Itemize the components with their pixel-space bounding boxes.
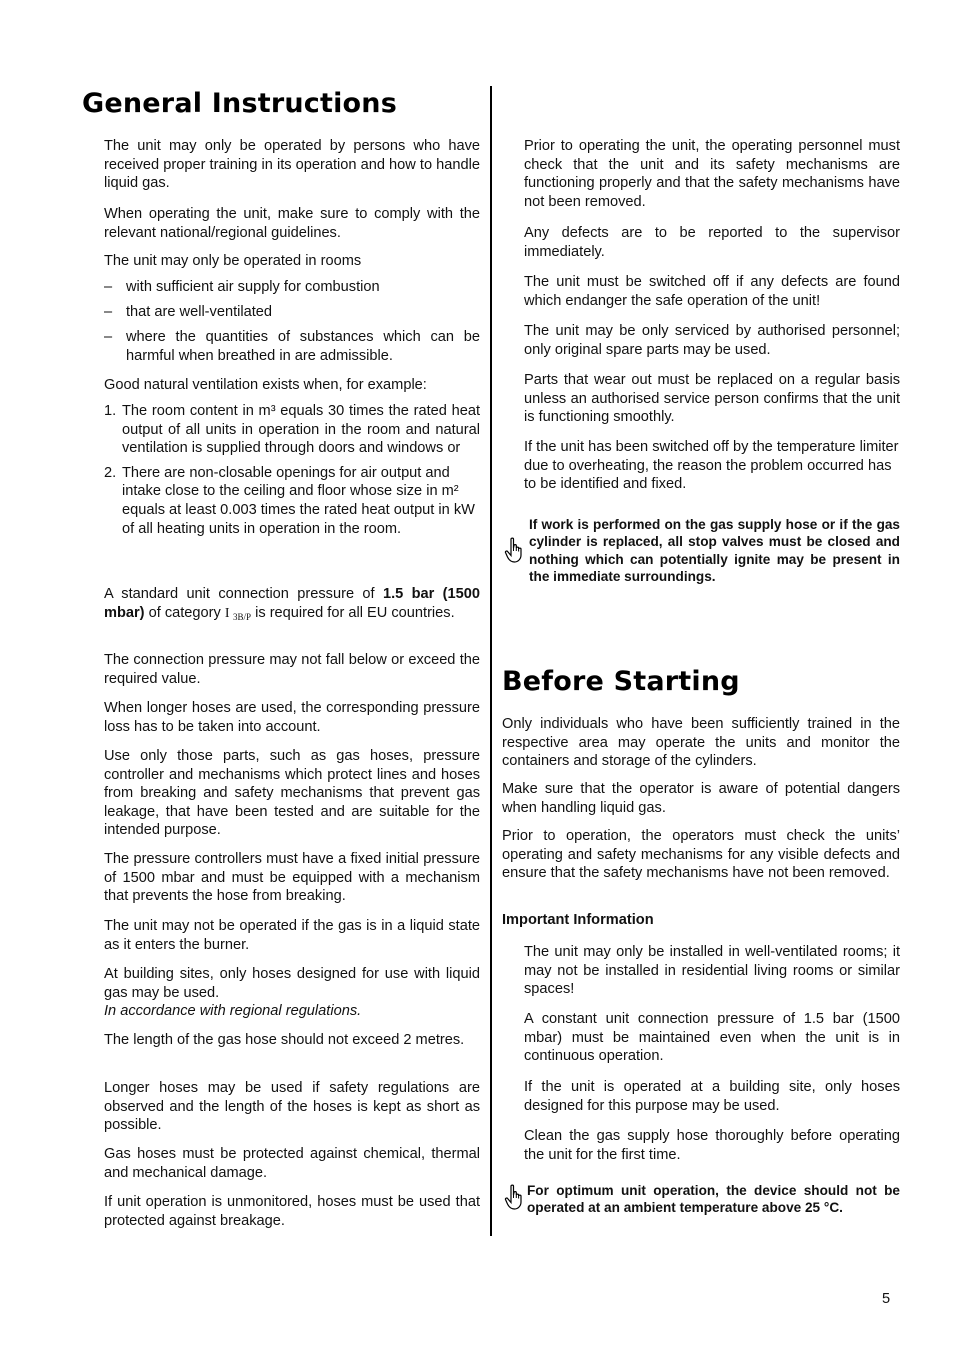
paragraph: At building sites, only hoses designed for use with liquid gas may be used. In accordance with regional regulations. bbox=[104, 966, 480, 1020]
list-item: 2. There are non-closable openings for air output and intake close to the ceiling and floor whose size in m² equals at least 0.003 times the rated heat output in kW of all heating units in operation in the room. bbox=[104, 464, 475, 537]
paragraph: Prior to operation, the operators must check the units’ operating and safety mechanisms for any visible defects and ensure that the safety mechanisms have not been removed. bbox=[502, 828, 900, 882]
paragraph: When operating the unit, make sure to comply with the relevant national/regional guidelines. bbox=[104, 206, 480, 241]
paragraph: Longer hoses may be used if safety regulations are observed and the length of the hoses is kept as short as possible. bbox=[104, 1080, 480, 1134]
paragraph: A standard unit connection pressure of 1.5 bar (1500 mbar) of category I $_{3B/P}$ is required for all EU countries. bbox=[104, 586, 480, 622]
dash-mark: – bbox=[104, 304, 113, 321]
paragraph: The unit must be switched off if any defects are found which endanger the safe operation of the unit! bbox=[524, 274, 900, 309]
paragraph: The unit may only be operated in rooms bbox=[104, 253, 362, 269]
paragraph: Make sure that the operator is aware of potential dangers when handling liquid gas. bbox=[502, 781, 900, 816]
paragraph: If the unit has been switched off by the temperature limiter due to overheating, the reason the problem occurred has to be identified and fixed. bbox=[524, 439, 899, 493]
pointing-hand-icon bbox=[504, 537, 526, 563]
page-number: 5 bbox=[882, 1291, 891, 1307]
paragraph: The length of the gas hose should not exceed 2 metres. bbox=[104, 1032, 465, 1048]
bullet-list bbox=[104, 278, 480, 365]
paragraph: Only individuals who have been sufficiently trained in the respective area may operate the units and monitor the containers and storage of the cylinders. bbox=[502, 716, 900, 770]
paragraph: The unit may be only serviced by authorised personnel; only original spare parts may be used. bbox=[524, 323, 900, 358]
list-item: – with sufficient air supply for combustion bbox=[104, 279, 380, 295]
paragraph: Good natural ventilation exists when, for example: bbox=[104, 377, 427, 393]
paragraph: A constant unit connection pressure of 1.5 bar (1500 mbar) must be maintained even when the unit is in continuous operation. bbox=[524, 1011, 900, 1065]
paragraph: The unit may only be operated by persons who have received proper training in its operation and how to handle liquid gas. bbox=[104, 138, 480, 192]
paragraph: If unit operation is unmonitored, hoses must be used that protected against breakage. bbox=[104, 1194, 480, 1229]
heading-general-instructions: General Instructions bbox=[82, 88, 397, 119]
list-item: – where the quantities of substances which can be harmful when breathed in are admissible. bbox=[104, 329, 480, 364]
paragraph: When longer hoses are used, the corresponding pressure loss has to be taken into account. bbox=[104, 700, 480, 735]
paragraph: Prior to operating the unit, the operating personnel must check that the unit and its safety mechanisms are functioning properly and that the safety mechanisms have not been removed. bbox=[524, 138, 900, 210]
paragraph: The unit may not be operated if the gas is in a liquid state as it enters the burner. bbox=[104, 918, 480, 953]
paragraph: Any defects are to be reported to the supervisor immediately. bbox=[524, 225, 900, 260]
paragraph: Parts that wear out must be replaced on a regular basis unless an authorised service person confirms that the unit is functioning smoothly. bbox=[524, 372, 900, 426]
paragraph: Gas hoses must be protected against chemical, thermal and mechanical damage. bbox=[104, 1146, 480, 1181]
dash-mark: – bbox=[104, 329, 113, 346]
list-item: – that are well-ventilated bbox=[104, 304, 273, 321]
paragraph: Clean the gas supply hose thoroughly before operating the unit for the first time. bbox=[524, 1128, 900, 1163]
heading-before-starting: Before Starting bbox=[502, 666, 740, 697]
dash-mark: – bbox=[104, 279, 113, 295]
numbered-list bbox=[104, 402, 480, 538]
subheading-important-information: Important Information bbox=[502, 912, 654, 928]
warning-note: If work is performed on the gas supply hose or if the gas cylinder is replaced, all stop valves must be closed and nothing which can potentially ignite may be present in the immediate surroundings. bbox=[529, 517, 900, 585]
paragraph: The connection pressure may not fall below or exceed the required value. bbox=[104, 652, 480, 687]
paragraph: If the unit is operated at a building site, only hoses designed for this purpose may be used. bbox=[524, 1079, 900, 1114]
info-note: For optimum unit operation, the device should not be operated at an ambient temperature above 25 °C. bbox=[527, 1183, 900, 1216]
paragraph: The pressure controllers must have a fixed initial pressure of 1500 mbar and must be equipped with a mechanism that prevents the hose from breaking. bbox=[104, 851, 480, 905]
column-divider bbox=[490, 86, 492, 1236]
list-item: 1. The room content in m³ equals 30 times the rated heat output of all units in operation in the room and natural ventilation is supplied through doors and windows or bbox=[104, 403, 480, 457]
pointing-hand-icon bbox=[504, 1184, 526, 1210]
paragraph: Use only those parts, such as gas hoses, pressure controller and mechanisms which protect lines and hoses from breaking and safety mechanisms that prevent gas leakage, that have been tested and are suitable for the intended purpose. bbox=[104, 748, 480, 839]
paragraph: The unit may only be installed in well-ventilated rooms; it may not be installed in residential living rooms or similar spaces! bbox=[524, 944, 900, 998]
